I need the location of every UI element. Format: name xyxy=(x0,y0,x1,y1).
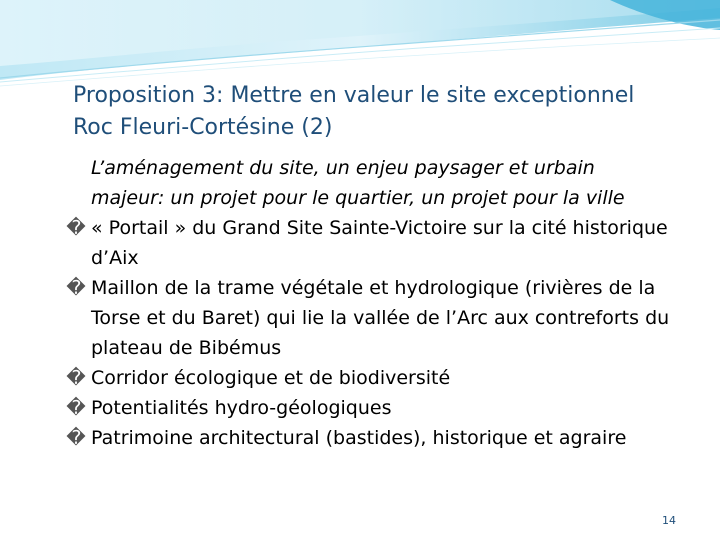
bullet-item-patrimoine xyxy=(66,423,704,453)
bullet-text: Corridor écologique et de biodiversité xyxy=(91,367,451,389)
bullet-item-maillon xyxy=(66,273,704,363)
slide-title xyxy=(73,80,703,144)
slide-title-line-2: Roc Fleuri-Cortésine (2) xyxy=(73,115,333,140)
bullet-marker-icon: � xyxy=(66,217,86,239)
header-wave-band xyxy=(0,0,720,90)
bullet-item-corridor xyxy=(66,363,704,393)
bullet-marker-icon: � xyxy=(66,397,86,419)
bullet-item-portail xyxy=(66,213,704,273)
bullet-text: Patrimoine architectural (bastides), historique et agraire xyxy=(91,427,627,449)
bullet-marker-icon: � xyxy=(66,277,86,299)
intro-line-2: majeur: un projet pour le quartier, un projet pour la ville xyxy=(91,187,625,209)
page-number: 14 xyxy=(662,514,676,527)
bullet-marker-icon: � xyxy=(66,367,86,389)
bullet-list xyxy=(66,213,704,453)
slide-body xyxy=(66,153,704,453)
bullet-text: « Portail » du Grand Site Sainte-Victoire sur la cité historique d’Aix xyxy=(91,217,668,269)
bullet-text: Potentialités hydro-géologiques xyxy=(91,397,392,419)
slide-title-line-1: Proposition 3: Mettre en valeur le site exceptionnel xyxy=(73,83,635,108)
bullet-text: Maillon de la trame végétale et hydrologique (rivières de la Torse et du Baret) qui lie la vallée de l’Arc aux contreforts du plateau de Bibémus xyxy=(91,277,670,359)
bullet-item-potentialites xyxy=(66,393,704,423)
intro-line-1: L’aménagement du site, un enjeu paysager et urbain xyxy=(91,157,595,179)
bullet-marker-icon: � xyxy=(66,427,86,449)
intro-statement xyxy=(74,153,704,213)
